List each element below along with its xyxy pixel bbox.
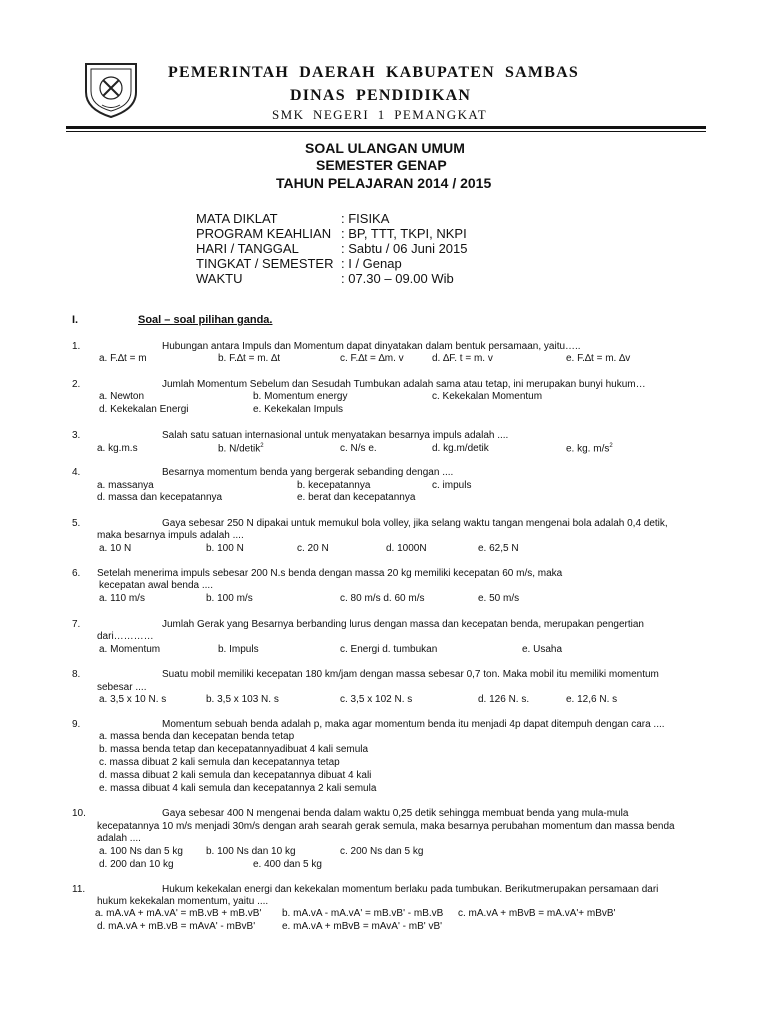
option-a: a. massa benda dan kecepatan benda tetap	[99, 731, 295, 742]
option-e: e. 50 m/s	[478, 593, 520, 604]
question-text: Jumlah Gerak yang Besarnya berbanding lurus dengan massa dan kecepatan benda, merupakan pengertian	[162, 619, 644, 630]
info-value-subject: : FISIKA	[341, 211, 390, 226]
option-c: c. N/s e.	[340, 443, 377, 454]
question-number: 6.	[72, 568, 81, 579]
option-d: d. 200 dan 10 kg	[99, 859, 174, 870]
option-a: a. 3,5 x 10 N. s	[99, 694, 167, 705]
info-label-date: HARI / TANGGAL	[196, 241, 299, 256]
option-e-superscript: 2	[609, 443, 613, 449]
exam-title: SOAL ULANGAN UMUM	[305, 140, 465, 156]
question-number: 10.	[72, 808, 86, 819]
option-a: a. Newton	[99, 391, 145, 402]
question-text: Gaya sebesar 250 N dipakai untuk memukul bola volley, jika selang waktu tangan mengenai bola adalah 0,4 detik,	[162, 518, 668, 529]
option-b-superscript: 2	[260, 443, 264, 449]
option-b: b. 100 m/s	[206, 593, 253, 604]
question-text: Setelah menerima impuls sebesar 200 N.s benda dengan massa 20 kg memiliki kecepatan 60 m/s, maka	[97, 568, 563, 579]
option-b: b. 3,5 x 103 N. s	[206, 694, 279, 705]
option-e: e. massa dibuat 4 kali semula dan kecepatannya 2 kali semula	[99, 783, 377, 794]
option-a: a. mA.vA + mA.vA' = mB.vB + mB.vB'	[95, 908, 262, 919]
option-e: e. 12,6 N. s	[566, 694, 618, 705]
question-text: Gaya sebesar 400 N mengenai benda dalam waktu 0,25 detik sehingga membuat benda yang mula-mula	[162, 808, 629, 819]
question-number: 3.	[72, 430, 81, 441]
info-label-time: WAKTU	[196, 271, 243, 286]
header-school: SMK NEGERI 1 PEMANGKAT	[272, 107, 488, 122]
option-c: c. 80 m/s d. 60 m/s	[340, 593, 425, 604]
section-number: I.	[72, 314, 79, 326]
question-text: Hubungan antara Impuls dan Momentum dapat dinyatakan dalam bentuk persamaan, yaitu…..	[162, 341, 581, 352]
option-b: b. 100 N	[206, 543, 244, 554]
option-a: a. 10 N	[99, 543, 132, 554]
exam-semester: SEMESTER GENAP	[316, 157, 447, 173]
option-c: c. Kekekalan Momentum	[432, 391, 543, 402]
option-c: c. impuls	[432, 480, 472, 491]
option-c: c. massa dibuat 2 kali semula dan kecepatannya tetap	[99, 757, 340, 768]
option-d: d. 1000N	[386, 543, 427, 554]
option-c: c. 3,5 x 102 N. s	[340, 694, 413, 705]
info-label-level: TINGKAT / SEMESTER	[196, 256, 334, 271]
question-number: 5.	[72, 518, 81, 529]
option-d: d. 126 N. s.	[478, 694, 530, 705]
option-b: b. massa benda tetap dan kecepatannyadibuat 4 kali semula	[99, 744, 369, 755]
question-number: 7.	[72, 619, 81, 630]
header-divider-thin	[66, 131, 706, 132]
option-b: b. 100 Ns dan 10 kg	[206, 846, 296, 857]
option-a: a. massanya	[97, 480, 154, 491]
info-label-program: PROGRAM KEAHLIAN	[196, 226, 332, 241]
question-number: 1.	[72, 341, 81, 352]
info-value-time: : 07.30 – 09.00 Wib	[341, 271, 454, 286]
option-d: d. kg.m/detik	[432, 443, 489, 454]
option-d: d. Kekekalan Energi	[99, 404, 189, 415]
question-number: 11.	[72, 884, 86, 895]
question-text: Salah satu satuan internasional untuk menyatakan besarnya impuls adalah ....	[162, 430, 509, 441]
option-e: e. Usaha	[522, 644, 563, 655]
exam-year: TAHUN PELAJARAN 2014 / 2015	[276, 175, 492, 191]
option-c: c. F.∆t = ∆m. v	[340, 353, 404, 364]
option-a: a. 100 Ns dan 5 kg	[99, 846, 183, 857]
info-value-program: : BP, TTT, TKPI, NKPI	[341, 226, 467, 241]
question-text-continued: sebesar ....	[97, 682, 147, 693]
option-b: b. Momentum energy	[253, 391, 348, 402]
info-value-date: : Sabtu / 06 Juni 2015	[341, 241, 468, 256]
question-text-continued: maka besarnya impuls adalah ....	[97, 530, 244, 541]
question-text: Suatu mobil memiliki kecepatan 180 km/jam dengan massa sebesar 0,7 ton. Maka mobil itu memiliki momentum	[162, 669, 659, 680]
option-b: b. Impuls	[218, 644, 259, 655]
option-a: a. kg.m.s	[97, 443, 138, 454]
option-a: a. Momentum	[99, 644, 161, 655]
question-text-continued: kecepatannya 10 m/s menjadi 30m/s dengan arah searah gerak semula, maka besarnya perubahan momentum dan massa benda	[97, 821, 675, 832]
question-number: 4.	[72, 467, 81, 478]
question-text-continued: kecepatan awal benda ....	[99, 580, 213, 591]
header-department: DINAS PENDIDIKAN	[290, 87, 472, 104]
header-divider-thick	[66, 126, 706, 129]
option-d: d. mA.vA + mB.vB = mAvA' - mBvB'	[97, 921, 256, 932]
option-e: e. F.∆t = m. ∆v	[566, 353, 631, 364]
question-number: 9.	[72, 719, 81, 730]
option-e: e. 62,5 N	[478, 543, 519, 554]
info-label-subject: MATA DIKLAT	[196, 211, 278, 226]
option-e: e. 400 dan 5 kg	[253, 859, 322, 870]
question-text-continued: adalah ....	[97, 833, 141, 844]
question-text: Besarnya momentum benda yang bergerak sebanding dengan ....	[162, 467, 454, 478]
option-c: c. 200 Ns dan 5 kg	[340, 846, 424, 857]
question-text: Momentum sebuah benda adalah p, maka agar momentum benda itu menjadi 4p dapat ditempuh dengan cara ....	[162, 719, 665, 730]
option-e-text: e. kg. m/s	[566, 443, 610, 455]
option-b-text: b. N/detik	[218, 443, 261, 455]
option-e: e. Kekekalan Impuls	[253, 404, 344, 415]
option-b	[218, 443, 264, 454]
option-d: d. ∆F. t = m. v	[432, 353, 493, 364]
question-text-continued: dari…………	[97, 631, 154, 642]
header-government: PEMERINTAH DAERAH KABUPATEN SAMBAS	[168, 64, 579, 81]
section-title: Soal – soal pilihan ganda.	[138, 314, 273, 326]
option-b: b. kecepatannya	[297, 480, 371, 491]
option-e	[566, 443, 613, 454]
option-a: a. F.∆t = m	[99, 353, 147, 364]
question-text: Hukum kekekalan energi dan kekekalan momentum berlaku pada tumbukan. Berikutmerupakan persamaan dari	[162, 884, 659, 895]
option-c: c. Energi d. tumbukan	[340, 644, 438, 655]
option-d: d. massa dan kecepatannya	[97, 492, 223, 503]
option-e: e. mA.vA + mBvB = mAvA' - mB' vB'	[282, 921, 443, 932]
option-d: d. massa dibuat 2 kali semula dan kecepatannya dibuat 4 kali	[99, 770, 372, 781]
option-e: e. berat dan kecepatannya	[297, 492, 416, 503]
option-c: c. 20 N	[297, 543, 329, 554]
question-text-continued: hukum kekekalan momentum, yaitu ....	[97, 896, 269, 907]
option-c: c. mA.vA + mBvB = mA.vA'+ mBvB'	[458, 908, 616, 919]
question-text: Jumlah Momentum Sebelum dan Sesudah Tumbukan adalah sama atau tetap, ini merupakan bunyi hukum…	[162, 379, 646, 390]
regional-emblem-logo	[80, 58, 142, 120]
option-a: a. 110 m/s	[99, 593, 145, 604]
question-number: 2.	[72, 379, 81, 390]
option-b: b. F.∆t = m. ∆t	[218, 353, 280, 364]
question-number: 8.	[72, 669, 81, 680]
info-value-level: : I / Genap	[341, 256, 402, 271]
option-b: b. mA.vA - mA.vA' = mB.vB' - mB.vB	[282, 908, 444, 919]
